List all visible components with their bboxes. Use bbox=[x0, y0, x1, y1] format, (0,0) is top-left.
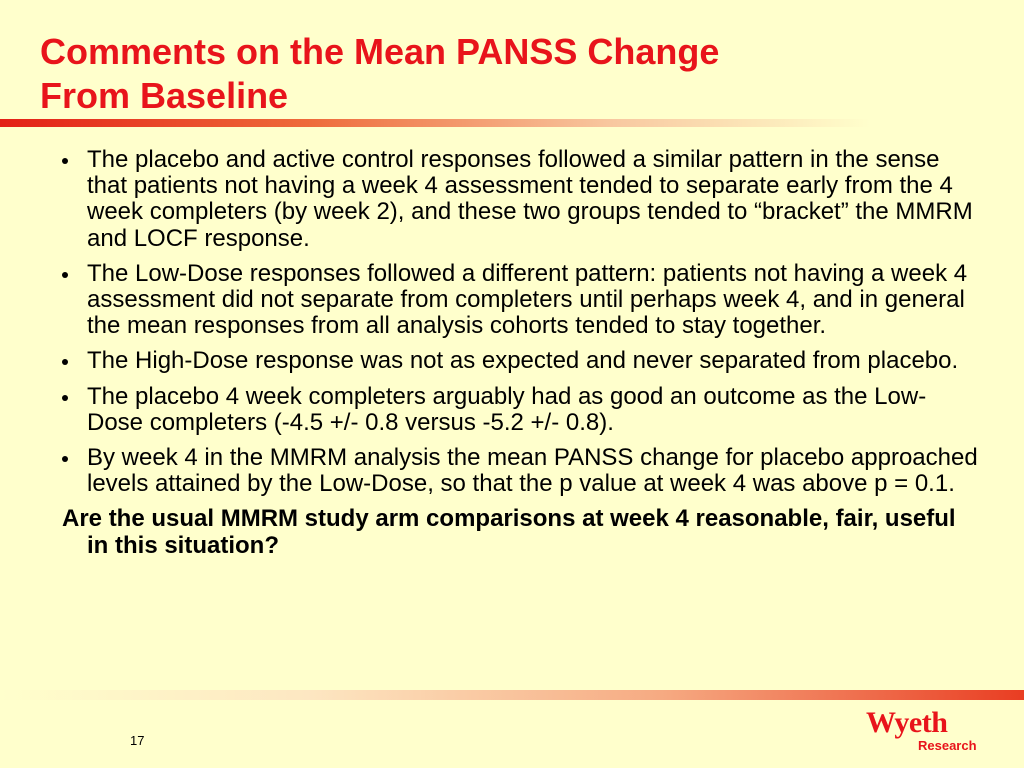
bullet-icon bbox=[62, 395, 68, 401]
slide-body bbox=[62, 147, 982, 559]
slide-title-line-1: Comments on the Mean PANSS Change bbox=[40, 31, 720, 72]
bullet-text: By week 4 in the MMRM analysis the mean PANSS change for placebo approached levels attained by the Low-Dose, so that the p value at week 4 was above p = 0.1. bbox=[87, 444, 978, 498]
bullet-icon bbox=[62, 359, 68, 365]
bullet-item bbox=[62, 147, 982, 252]
bullet-item bbox=[62, 348, 982, 374]
bullet-item bbox=[62, 261, 982, 340]
wyeth-research-logo bbox=[866, 706, 986, 756]
footer-divider bbox=[0, 690, 1024, 700]
title-divider bbox=[0, 119, 1024, 127]
bullet-icon bbox=[62, 456, 68, 462]
bullet-item bbox=[62, 384, 982, 436]
page-number: 17 bbox=[130, 733, 145, 748]
logo-subtitle: Research bbox=[918, 738, 977, 753]
bullet-icon bbox=[62, 272, 68, 278]
bullet-item bbox=[62, 445, 982, 497]
logo-name: Wyeth bbox=[866, 706, 948, 739]
closing-question: Are the usual MMRM study arm comparisons at week 4 reasonable, fair, useful in this situation? bbox=[62, 505, 956, 559]
bullet-text: The High-Dose response was not as expected and never separated from placebo. bbox=[87, 347, 959, 375]
bullet-text: The Low-Dose responses followed a different pattern: patients not having a week 4 assessment did not separate from completers until perhaps week 4, and in general the mean responses from all analysis cohorts tended to stay together. bbox=[87, 259, 968, 340]
bullet-text: The placebo 4 week completers arguably had as good an outcome as the Low-Dose completers (-4.5 +/- 0.8 versus -5.2 +/- 0.8). bbox=[87, 382, 927, 436]
slide-title bbox=[40, 30, 980, 118]
bullet-icon bbox=[62, 158, 68, 164]
bullet-list bbox=[62, 147, 982, 497]
bullet-text: The placebo and active control responses followed a similar pattern in the sense that patients not having a week 4 assessment tended to separate early from the 4 week completers (by week 2), and these two groups tended to “bracket” the MMRM and LOCF response. bbox=[87, 146, 973, 252]
slide-title-line-2: From Baseline bbox=[40, 75, 289, 116]
